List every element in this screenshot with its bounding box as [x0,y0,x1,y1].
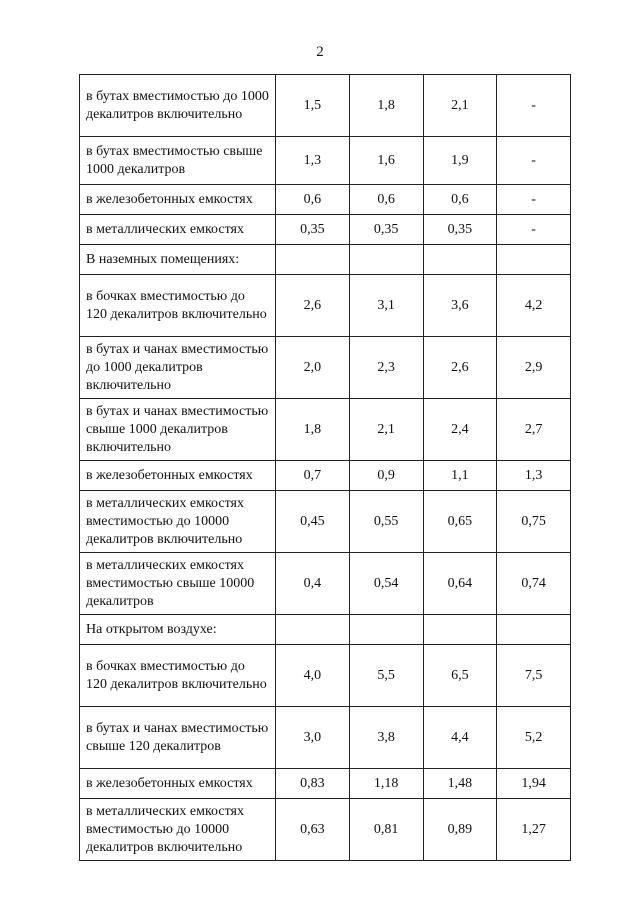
value-cell [349,615,423,645]
row-label: в бутах и чанах вместимостью свыше 120 декалитров [80,707,276,769]
value-cell: 0,55 [349,491,423,553]
value-cell: - [497,185,571,215]
value-cell: 6,5 [423,645,497,707]
row-label: в металлических емкостях вместимостью свыше 10000 декалитров [80,553,276,615]
row-label: в железобетонных емкостях [80,461,276,491]
value-cell: 4,0 [276,645,350,707]
value-cell: 2,0 [276,337,350,399]
value-cell: - [497,137,571,185]
value-cell: 1,1 [423,461,497,491]
table-row [80,707,571,769]
value-cell: 0,35 [276,215,350,245]
value-cell: 7,5 [497,645,571,707]
value-cell: 0,6 [349,185,423,215]
value-cell: 1,6 [349,137,423,185]
row-label: в металлических емкостях вместимостью до 10000 декалитров включительно [80,799,276,861]
value-cell [423,615,497,645]
row-label: в бочках вместимостью до 120 декалитров включительно [80,645,276,707]
value-cell: 0,74 [497,553,571,615]
value-cell: 2,1 [423,75,497,137]
table-row [80,645,571,707]
table-row [80,137,571,185]
table-row [80,553,571,615]
value-cell: 3,1 [349,275,423,337]
row-label: в бутах вместимостью до 1000 декалитров включительно [80,75,276,137]
value-cell: 5,2 [497,707,571,769]
value-cell: 1,8 [276,399,350,461]
norms-table [79,74,571,861]
row-label: в бутах и чанах вместимостью свыше 1000 декалитров включительно [80,399,276,461]
row-label: в бутах и чанах вместимостью до 1000 декалитров включительно [80,337,276,399]
table-row [80,245,571,275]
value-cell: 2,6 [423,337,497,399]
value-cell: - [497,215,571,245]
value-cell [349,245,423,275]
value-cell: 3,6 [423,275,497,337]
value-cell: 0,89 [423,799,497,861]
value-cell: 2,1 [349,399,423,461]
value-cell: 4,4 [423,707,497,769]
table-row [80,799,571,861]
value-cell: 0,6 [423,185,497,215]
row-label: в бочках вместимостью до 120 декалитров включительно [80,275,276,337]
value-cell: - [497,75,571,137]
row-label: в железобетонных емкостях [80,769,276,799]
value-cell: 1,18 [349,769,423,799]
table-row [80,399,571,461]
value-cell: 2,7 [497,399,571,461]
value-cell: 0,45 [276,491,350,553]
value-cell: 2,6 [276,275,350,337]
table-row [80,769,571,799]
value-cell: 4,2 [497,275,571,337]
row-label: На открытом воздухе: [80,615,276,645]
value-cell: 1,9 [423,137,497,185]
value-cell: 0,35 [423,215,497,245]
table-row [80,185,571,215]
value-cell: 0,9 [349,461,423,491]
value-cell: 0,7 [276,461,350,491]
table-row [80,275,571,337]
value-cell: 0,81 [349,799,423,861]
value-cell: 0,83 [276,769,350,799]
value-cell: 3,8 [349,707,423,769]
value-cell: 1,8 [349,75,423,137]
norms-table-body [80,75,571,861]
value-cell: 0,4 [276,553,350,615]
value-cell: 3,0 [276,707,350,769]
page-number: 2 [316,44,324,60]
value-cell: 0,65 [423,491,497,553]
table-row [80,215,571,245]
value-cell: 0,64 [423,553,497,615]
table-row [80,75,571,137]
row-label: в металлических емкостях вместимостью до 10000 декалитров включительно [80,491,276,553]
row-label: в бутах вместимостью свыше 1000 декалитров [80,137,276,185]
value-cell: 5,5 [349,645,423,707]
value-cell: 2,9 [497,337,571,399]
value-cell: 1,3 [497,461,571,491]
table-row [80,491,571,553]
table-row [80,461,571,491]
value-cell [276,615,350,645]
row-label: В наземных помещениях: [80,245,276,275]
value-cell: 1,5 [276,75,350,137]
table-row [80,337,571,399]
table-row [80,615,571,645]
value-cell: 0,35 [349,215,423,245]
value-cell: 0,6 [276,185,350,215]
value-cell: 0,63 [276,799,350,861]
value-cell: 0,75 [497,491,571,553]
value-cell [423,245,497,275]
value-cell: 1,94 [497,769,571,799]
value-cell [276,245,350,275]
value-cell: 1,48 [423,769,497,799]
value-cell [497,615,571,645]
value-cell: 0,54 [349,553,423,615]
row-label: в железобетонных емкостях [80,185,276,215]
row-label: в металлических емкостях [80,215,276,245]
value-cell [497,245,571,275]
value-cell: 2,3 [349,337,423,399]
value-cell: 1,27 [497,799,571,861]
value-cell: 2,4 [423,399,497,461]
value-cell: 1,3 [276,137,350,185]
